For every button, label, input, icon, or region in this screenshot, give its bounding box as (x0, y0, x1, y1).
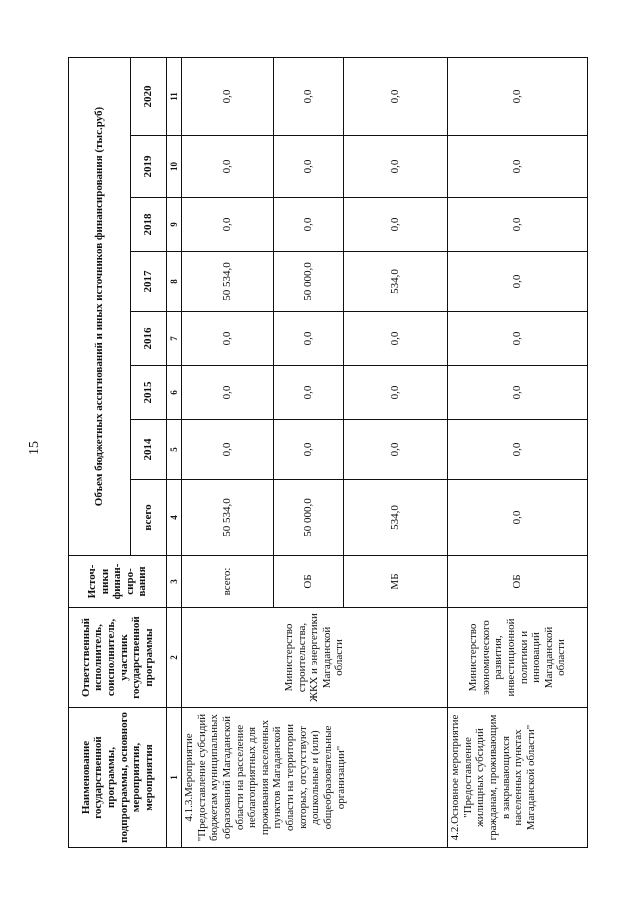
value-2015: 0,0 (274, 366, 344, 420)
value-2015: 0,0 (344, 366, 448, 420)
header-name: Наименование государственной программы, подпрограммы, основного мероприятия, мероприятия (69, 708, 167, 848)
col-number: 1 (167, 708, 182, 848)
value-2014: 0,0 (182, 420, 274, 480)
value-2018: 0,0 (448, 198, 588, 252)
value-2016: 0,0 (274, 312, 344, 366)
header-year-2020: 2020 (131, 57, 167, 135)
value-total: 50 000,0 (274, 480, 344, 556)
col-number: 5 (167, 420, 182, 480)
value-2020: 0,0 (182, 57, 274, 135)
row-source: всего: (182, 556, 274, 608)
value-2016: 0,0 (448, 312, 588, 366)
value-2017: 0,0 (448, 252, 588, 312)
row-name: 4.1.3.Мероприятие "Предоставление субсидий бюджетам муниципальных образований Магаданской области на расселение неблагоприятных для проживания населенных пунктов Магаданской области на территории которых, отсутствуют дошкольные и (или) общеобразовательные организации" (182, 708, 448, 848)
header-year-2017: 2017 (131, 252, 167, 312)
header-executor: Ответственный исполнитель, соисполнитель, участник государственной программы (69, 608, 167, 708)
row-source: ОБ (274, 556, 344, 608)
value-total: 50 534,0 (182, 480, 274, 556)
row-source: МБ (344, 556, 448, 608)
value-2017: 50 000,0 (274, 252, 344, 312)
value-2017: 50 534,0 (182, 252, 274, 312)
header-year-2019: 2019 (131, 136, 167, 198)
value-2020: 0,0 (448, 57, 588, 135)
value-2014: 0,0 (274, 420, 344, 480)
header-year-2018: 2018 (131, 198, 167, 252)
col-number: 2 (167, 608, 182, 708)
value-2020: 0,0 (274, 57, 344, 135)
value-2019: 0,0 (274, 136, 344, 198)
column-number-row (167, 57, 182, 847)
value-2016: 0,0 (182, 312, 274, 366)
value-2017: 534,0 (344, 252, 448, 312)
col-number: 8 (167, 252, 182, 312)
table-row (448, 57, 588, 847)
value-total: 0,0 (448, 480, 588, 556)
value-2014: 0,0 (448, 420, 588, 480)
value-2020: 0,0 (344, 57, 448, 135)
table-row (182, 57, 274, 847)
col-number: 3 (167, 556, 182, 608)
col-number: 6 (167, 366, 182, 420)
value-total: 534,0 (344, 480, 448, 556)
value-2014: 0,0 (344, 420, 448, 480)
col-number: 10 (167, 136, 182, 198)
value-2015: 0,0 (182, 366, 274, 420)
value-2015: 0,0 (448, 366, 588, 420)
col-number: 11 (167, 57, 182, 135)
value-2018: 0,0 (344, 198, 448, 252)
funding-table (68, 57, 588, 848)
header-funding: Объем бюджетных ассигнований и иных источников финансирования (тыс.руб) (69, 57, 131, 555)
header-year-2016: 2016 (131, 312, 167, 366)
row-executor: Министерство строительства, ЖКХ и энергетики Магаданской области (182, 608, 448, 708)
rotated-page (68, 58, 586, 848)
value-2019: 0,0 (448, 136, 588, 198)
row-name: 4.2.Основное мероприятие "Предоставление жилищных субсидий гражданам, проживающим в закрывающихся населенных пунктах Магаданской области" (448, 708, 588, 848)
page-number: 15 (27, 441, 42, 455)
value-2018: 0,0 (274, 198, 344, 252)
header-sources: Источ-ники финан-сиро-вания (69, 556, 167, 608)
header-total: всего (131, 480, 167, 556)
col-number: 4 (167, 480, 182, 556)
col-number: 7 (167, 312, 182, 366)
row-executor: Министерство экономического развития, инвестиционной политики и инноваций Магаданской области (448, 608, 588, 708)
value-2019: 0,0 (182, 136, 274, 198)
row-source: ОБ (448, 556, 588, 608)
value-2016: 0,0 (344, 312, 448, 366)
value-2019: 0,0 (344, 136, 448, 198)
header-year-2015: 2015 (131, 366, 167, 420)
col-number: 9 (167, 198, 182, 252)
value-2018: 0,0 (182, 198, 274, 252)
header-year-2014: 2014 (131, 420, 167, 480)
